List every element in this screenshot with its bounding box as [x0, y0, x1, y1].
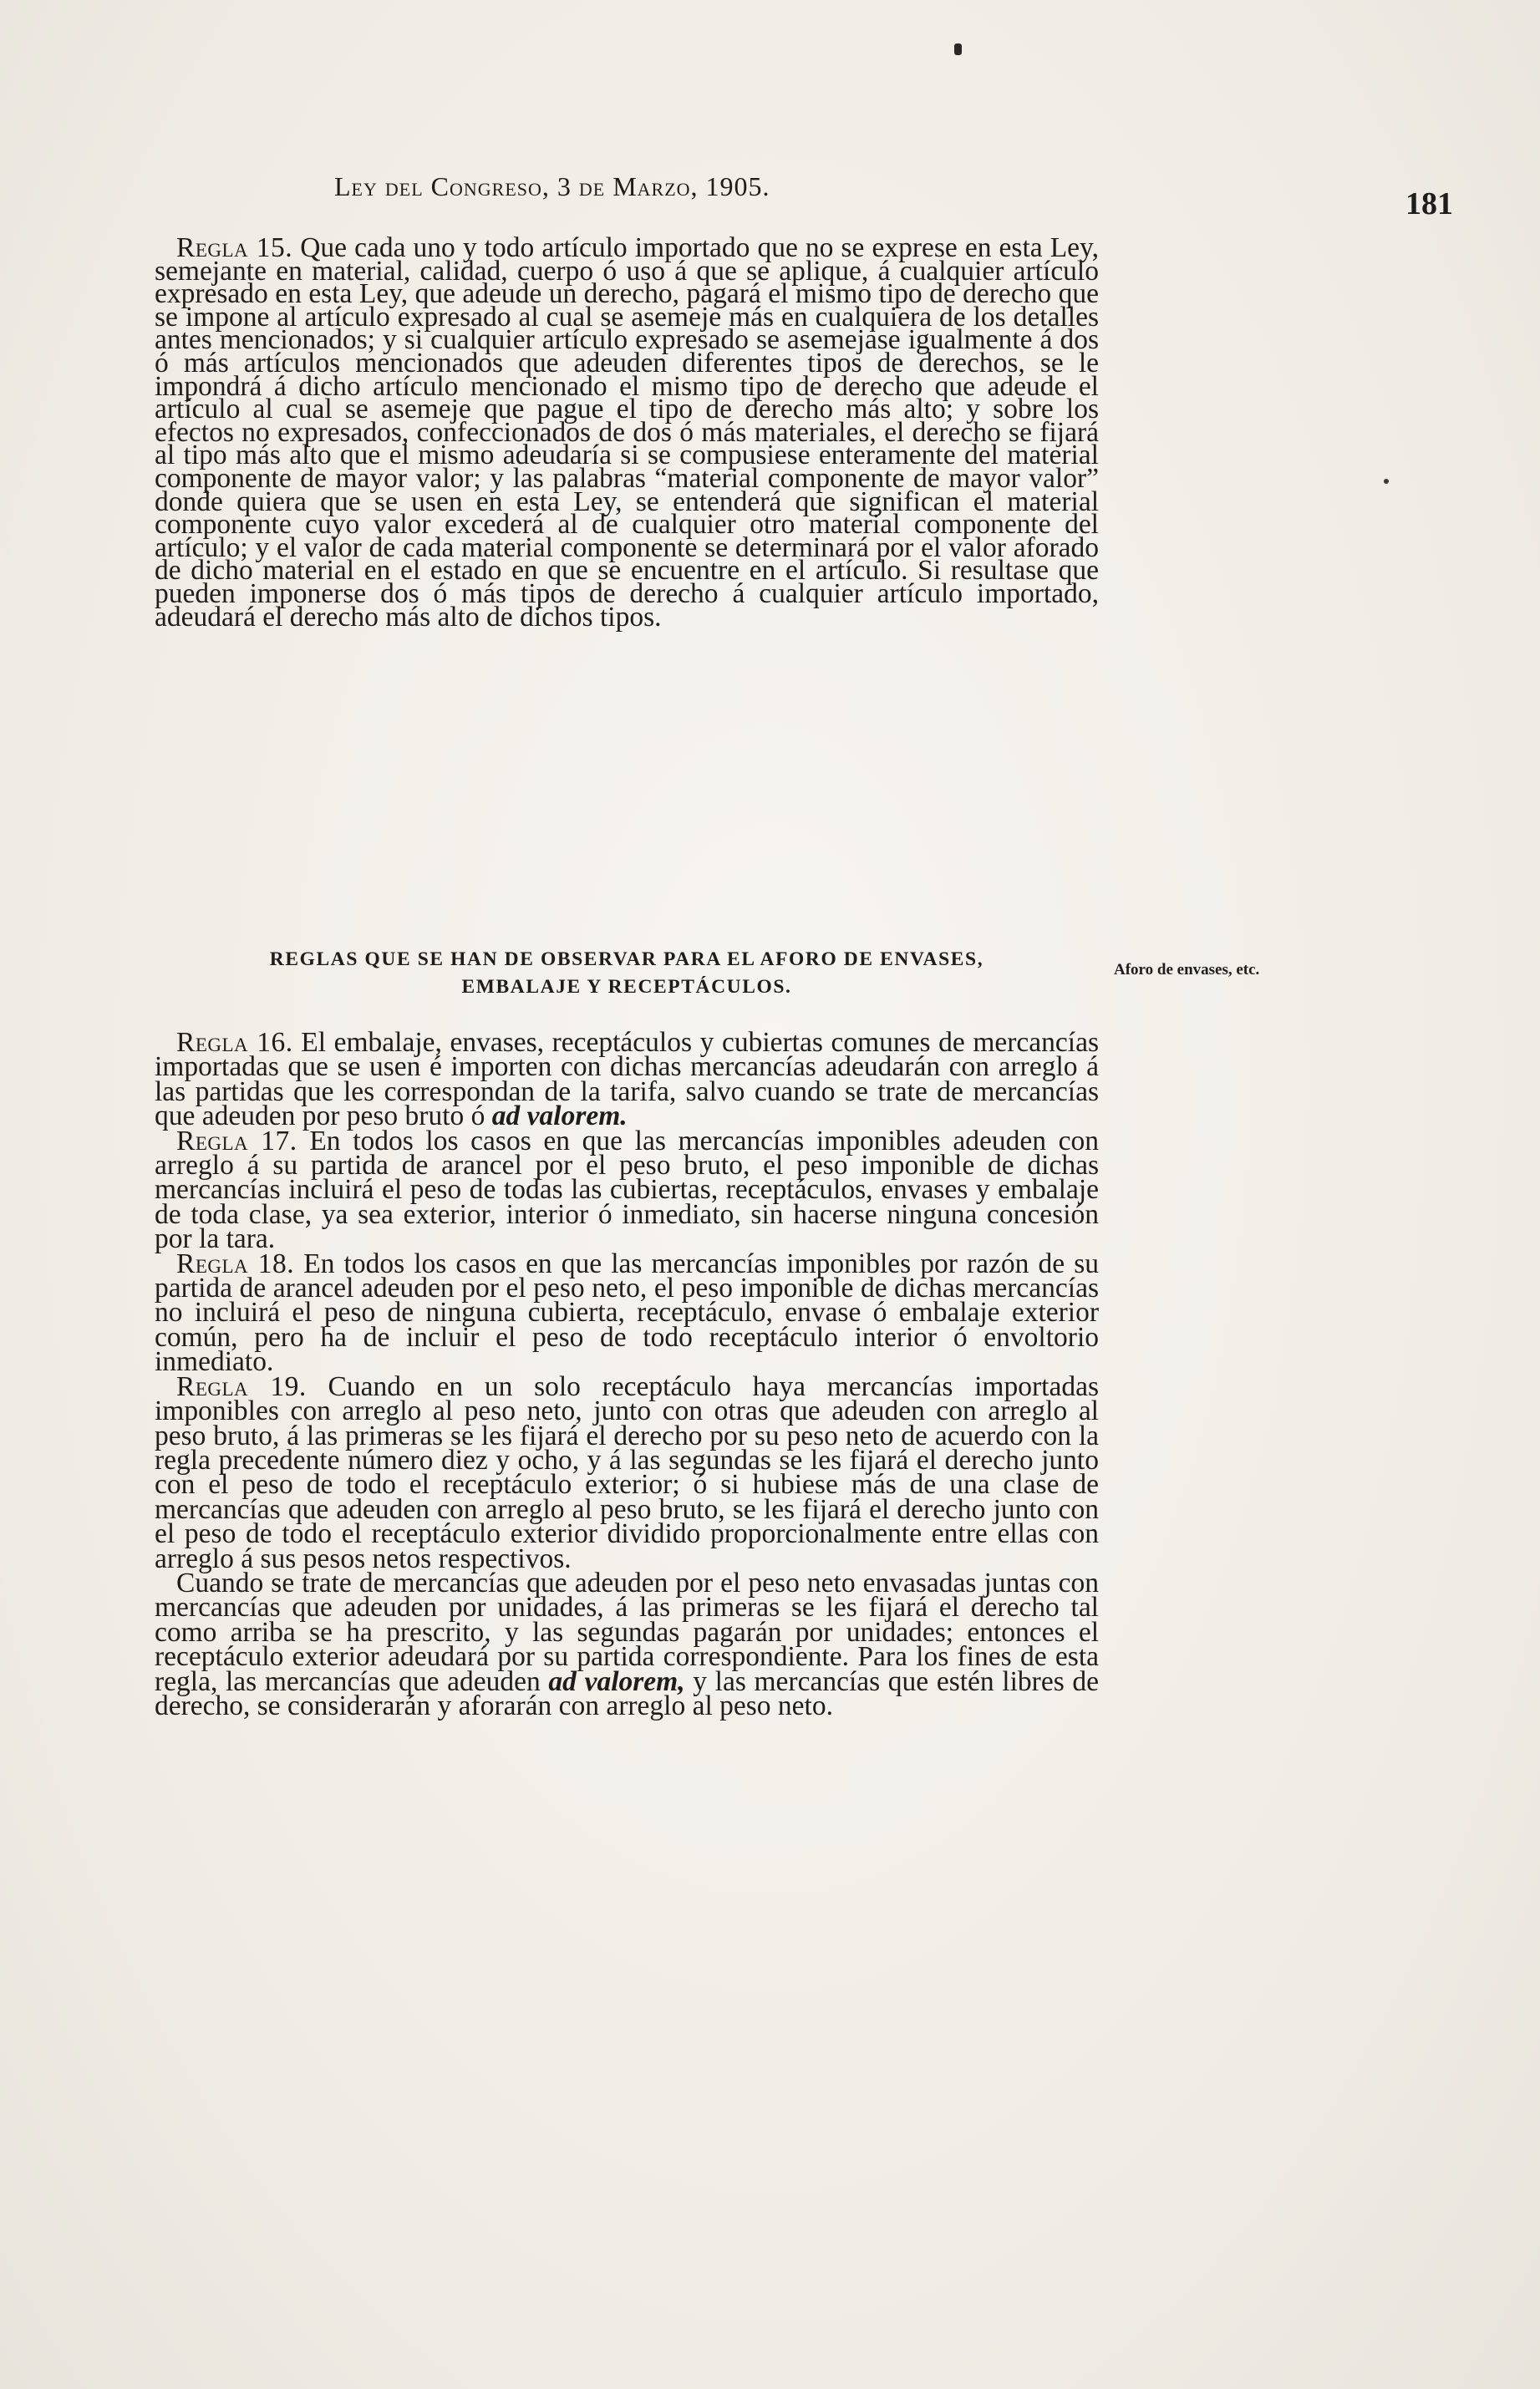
regla-15-block — [155, 232, 1099, 633]
final-italic: ad valorem, — [548, 1665, 685, 1697]
regla-17-paragraph — [155, 1125, 1099, 1255]
regla-19-paragraph — [155, 1370, 1099, 1574]
running-head: Ley del Congreso, 3 de Marzo, 1905. — [334, 171, 770, 201]
regla-18-text: En todos los casos en que las mercancías imponibles por razón de su partida de arancel adeuden por el peso neto, el peso imponible de dichas mercancías no incluirá el peso de ninguna cubierta, receptáculo, envase ó embalaje exterior común, pero ha de incluir el peso de todo receptáculo interior ó envoltorio inmediato. — [155, 1248, 1100, 1378]
section-heading — [155, 946, 1099, 1001]
regla-16-text: El embalaje, envases, receptáculos y cubiertas comunes de mercancías importadas que se usen é importen con dichas mercancías adeudarán con arreglo á las partidas que les correspondan de la tarifa, salvo cuando se trate de mercancías que adeuden por peso bruto ó — [155, 1027, 1099, 1132]
final-paragraph — [155, 1567, 1099, 1721]
regla-16-paragraph — [155, 1027, 1099, 1132]
regla-15-label: Regla 15. — [176, 232, 293, 263]
regla-17-label: Regla 17. — [176, 1125, 297, 1156]
final-text-b: y las mercancías que estén libres de derecho, se considerarán y aforarán con arreglo al peso neto. — [155, 1665, 1099, 1721]
regla-19-label: Regla 19. — [176, 1370, 307, 1402]
regla-16-italic: ad valorem. — [491, 1100, 628, 1132]
section-heading-line-1: REGLAS QUE SE HAN DE OBSERVAR PARA EL AFORO DE ENVASES, — [269, 948, 984, 970]
regla-18-label: Regla 18. — [176, 1248, 295, 1279]
ink-blot — [954, 43, 962, 55]
regla-16-label: Regla 16. — [176, 1027, 293, 1058]
regla-15-paragraph — [155, 232, 1099, 633]
ink-speck — [1384, 479, 1389, 484]
page-number: 181 — [1405, 186, 1453, 221]
regla-19-text: Cuando en un solo receptáculo haya mercancías importadas imponibles con arreglo al peso neto, junto con otras que adeuden con arreglo al peso bruto, á las primeras se les fijará el derecho por su peso neto de acuerdo con la regla precedente número diez y ocho, y á las segundas se les fijará el derecho junto con el peso de todo el receptáculo exterior; ó si hubiese más de una clase de mercancías que adeuden con arreglo al peso bruto, se les fijará el derecho junto con el peso de todo el receptáculo exterior dividido proporcionalmente entre ellas con arreglo á sus pesos netos respectivos. — [155, 1370, 1099, 1574]
regla-17-text: En todos los casos en que las mercancías imponibles adeuden con arreglo á su partida de arancel por el peso bruto, el peso imponible de dichas mercancías incluirá el peso de todas las cubiertas, receptáculos, envases y embalaje de toda clase, ya sea exterior, interior ó inmediato, sin hacerse ninguna concesión por la tara. — [155, 1125, 1099, 1255]
section-heading-line-2: EMBALAJE Y RECEPTÁCULOS. — [461, 976, 792, 998]
final-text-a: Cuando se trate de mercancías que adeuden por el peso neto envasadas juntas con mercancías que adeuden por unidades, á las primeras se les fijará el derecho tal como arriba se ha prescrito, y las segundas pagarán por unidades; entonces el receptáculo exterior adeudará por su partida correspondiente. Para los fines de esta regla, las mercancías que adeuden — [155, 1567, 1099, 1697]
regla-18-paragraph — [155, 1248, 1100, 1378]
margin-note: Aforo de envases, etc. — [1114, 961, 1260, 978]
regla-15-text: Que cada uno y todo artículo importado que no se exprese en esta Ley, semejante en material, calidad, cuerpo ó uso á que se aplique, á cualquier artículo expresado en esta Ley, que adeude un derecho, pagará el mismo tipo de derecho que se impone al artículo expresado al cual se asemeje más en cualquiera de los detalles antes mencionados; y si cualquier artículo expresado se asemejase igualmente á dos ó más artículos mencionados que adeuden diferentes tipos de derechos, se le impondrá á dicho artículo mencionado el mismo tipo de derecho que adeude el artículo al cual se asemeje que pague el tipo de derecho más alto; y sobre los efectos no expresados, confeccionados de dos ó más materiales, el derecho se fijará al tipo más alto que el mismo adeudaría si se compusiese enteramente del material componente de mayor valor; y las palabras “material componente de mayor valor” donde quiera que se usen en esta Ley, se entenderá que significan el material componente cuyo valor excederá al de cualquier otro material componente del artículo; y el valor de cada material componente se determinará por el valor aforado de dicho material en el estado en que se encuentre en el artículo. Si resultase que pueden imponerse dos ó más tipos de derecho á cualquier artículo importado, adeudará el derecho más alto de dichos tipos. — [155, 232, 1099, 633]
rules-16-19-block — [155, 1027, 1100, 1721]
